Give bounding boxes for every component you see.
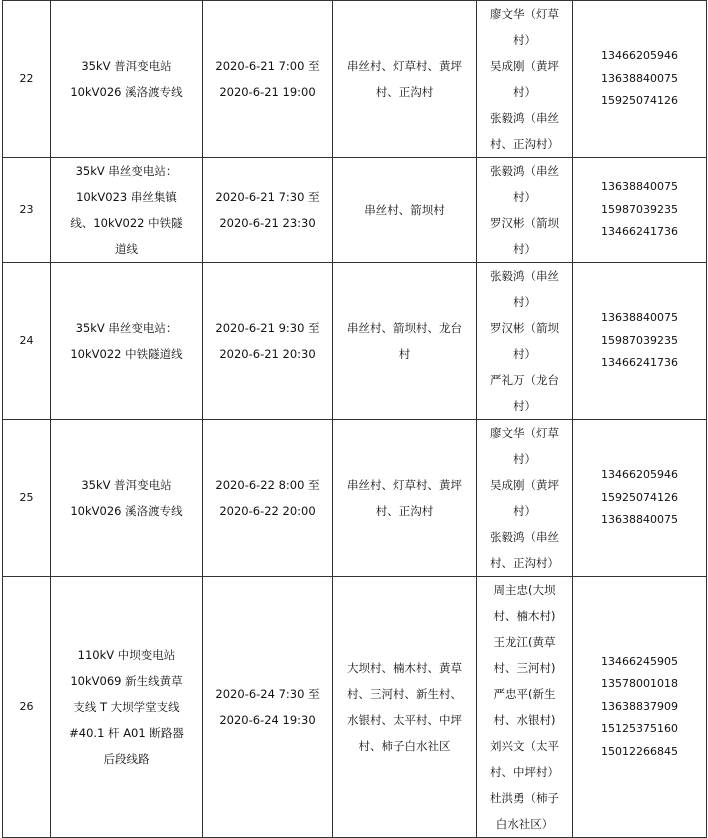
outage-schedule-table (2, 0, 707, 838)
table-row (3, 263, 707, 420)
contact-person-line: 村） (513, 85, 536, 99)
affected-area-line: 村、正沟村 (375, 85, 434, 99)
station-line-line: 支线 T 大坝学堂支线 (73, 700, 180, 714)
table-row (3, 158, 707, 263)
affected-area-line: 大坝村、楠木村、黄草 (347, 661, 462, 675)
phone-number-line: 13466205946 (601, 49, 678, 63)
outage-time-cell (203, 1, 333, 158)
contact-person-line: 村） (513, 504, 536, 518)
contact-person-line: 廖文华（灯草 (490, 7, 559, 21)
contact-person-line: 村、三河村) (493, 661, 556, 675)
contact-person-line: 村、楠木村) (493, 609, 556, 623)
contact-person-line: 村、正沟村） (490, 556, 559, 570)
phone-number-cell (573, 1, 707, 158)
contact-person-cell (477, 577, 573, 838)
station-line-line: 10kV022 中铁隧道线 (70, 347, 183, 361)
contact-person-cell (477, 263, 573, 420)
outage-time-line: 2020-6-24 7:30 至 (215, 687, 320, 701)
contact-person-line: 村、中坪村） (490, 765, 559, 779)
phone-number-cell (573, 158, 707, 263)
station-line-line: 线、10kV022 中铁隧 (70, 216, 183, 230)
affected-area-line: 水银村、太平村、中坪 (347, 713, 462, 727)
phone-number-cell (573, 577, 707, 838)
outage-time-line: 2020-6-21 20:30 (219, 347, 316, 361)
phone-number-line: 13466245905 (601, 654, 678, 668)
contact-person-cell (477, 420, 573, 577)
contact-person-line: 村、正沟村） (490, 137, 559, 151)
phone-number-line: 15925074126 (601, 94, 678, 108)
contact-person-line: 张毅鸿（串丝 (490, 269, 559, 283)
phone-number-line: 15125375160 (601, 722, 678, 736)
station-line-cell (51, 577, 203, 838)
outage-time-line: 2020-6-22 8:00 至 (215, 478, 320, 492)
station-line-cell (51, 1, 203, 158)
station-line-line: 10kV069 新生线黄草 (70, 674, 183, 688)
phone-number-line: 13578001018 (601, 677, 678, 691)
contact-person-cell (477, 1, 573, 158)
station-line-cell (51, 158, 203, 263)
contact-person-line: 张毅鸿（串丝 (490, 111, 559, 125)
phone-number-line: 13638840075 (601, 311, 678, 325)
station-line-line: 后段线路 (103, 752, 150, 766)
row-index-cell: 26 (3, 577, 51, 838)
contact-person-line: 刘兴文（太平 (490, 739, 559, 753)
row-index-cell: 22 (3, 1, 51, 158)
outage-time-line: 2020-6-22 20:00 (219, 504, 316, 518)
phone-number-line: 13638840075 (601, 180, 678, 194)
phone-number-line: 15987039235 (601, 333, 678, 347)
row-index-cell: 23 (3, 158, 51, 263)
contact-person-line: 村） (513, 452, 536, 466)
contact-person-line: 村） (513, 242, 536, 256)
outage-time-line: 2020-6-21 23:30 (219, 216, 316, 230)
contact-person-line: 村） (513, 190, 536, 204)
contact-person-cell (477, 158, 573, 263)
station-line-line: 道线 (115, 242, 138, 256)
phone-number-line: 13638840075 (601, 71, 678, 85)
outage-time-cell (203, 420, 333, 577)
phone-number-line: 15987039235 (601, 202, 678, 216)
outage-time-line: 2020-6-21 7:00 至 (215, 59, 320, 73)
station-line-line: 10kV026 溪洛渡专线 (70, 504, 183, 518)
contact-person-line: 张毅鸿（串丝 (490, 530, 559, 544)
phone-number-line: 13466205946 (601, 468, 678, 482)
contact-person-line: 村） (513, 347, 536, 361)
affected-area-cell (333, 263, 477, 420)
outage-time-line: 2020-6-24 19:30 (219, 713, 316, 727)
affected-area-line: 村 (398, 347, 411, 361)
outage-time-line: 2020-6-21 19:00 (219, 85, 316, 99)
affected-area-line: 村、柿子白水社区 (358, 739, 451, 753)
contact-person-line: 村） (513, 399, 536, 413)
affected-area-line: 串丝村、箭坝村 (364, 203, 445, 217)
phone-number-cell (573, 420, 707, 577)
contact-person-line: 村） (513, 295, 536, 309)
station-line-line: 10kV023 串丝集镇 (76, 190, 177, 204)
phone-number-line: 13466241736 (601, 356, 678, 370)
phone-number-line: 13638840075 (601, 513, 678, 527)
affected-area-cell (333, 1, 477, 158)
contact-person-line: 王龙江(黄草 (493, 635, 556, 649)
affected-area-line: 村、正沟村 (375, 504, 434, 518)
contact-person-line: 杜洪勇（柿子 (490, 791, 559, 805)
affected-area-line: 串丝村、灯草村、黄坪 (347, 478, 462, 492)
phone-number-line: 13638837909 (601, 699, 678, 713)
table-row (3, 420, 707, 577)
contact-person-line: 张毅鸿（串丝 (490, 164, 559, 178)
outage-time-cell (203, 577, 333, 838)
contact-person-line: 严礼万（龙台 (490, 373, 559, 387)
affected-area-cell (333, 577, 477, 838)
affected-area-cell (333, 420, 477, 577)
contact-person-line: 白水社区） (495, 817, 554, 831)
station-line-line: 35kV 串丝变电站： (75, 321, 178, 335)
table-body (3, 1, 707, 838)
station-line-line: 10kV026 溪洛渡专线 (70, 85, 183, 99)
contact-person-line: 吴成刚（黄坪 (490, 59, 559, 73)
phone-number-line: 15925074126 (601, 490, 678, 504)
phone-number-line: 13466241736 (601, 225, 678, 239)
affected-area-line: 村、三河村、新生村、 (347, 687, 462, 701)
affected-area-line: 串丝村、灯草村、黄坪 (347, 59, 462, 73)
table-row (3, 1, 707, 158)
outage-time-cell (203, 158, 333, 263)
outage-time-line: 2020-6-21 7:30 至 (215, 190, 320, 204)
station-line-cell (51, 263, 203, 420)
station-line-cell (51, 420, 203, 577)
contact-person-line: 吴成刚（黄坪 (490, 478, 559, 492)
affected-area-cell (333, 158, 477, 263)
contact-person-line: 罗汉彬（箭坝 (490, 321, 559, 335)
station-line-line: 35kV 普洱变电站 (81, 478, 172, 492)
phone-number-cell (573, 263, 707, 420)
contact-person-line: 罗汉彬（箭坝 (490, 216, 559, 230)
contact-person-line: 村、水银村) (493, 713, 556, 727)
station-line-line: 35kV 普洱变电站 (81, 59, 172, 73)
row-index-cell: 25 (3, 420, 51, 577)
phone-number-line: 15012266845 (601, 744, 678, 758)
outage-time-cell (203, 263, 333, 420)
contact-person-line: 廖文华（灯草 (490, 426, 559, 440)
table-row (3, 577, 707, 838)
station-line-line: 35kV 串丝变电站： (75, 164, 178, 178)
outage-time-line: 2020-6-21 9:30 至 (215, 321, 320, 335)
affected-area-line: 串丝村、箭坝村、龙台 (347, 321, 462, 335)
contact-person-line: 严忠平(新生 (493, 687, 556, 701)
contact-person-line: 周主忠(大坝 (493, 583, 556, 597)
station-line-line: #40.1 杆 A01 断路器 (69, 726, 184, 740)
station-line-line: 110kV 中坝变电站 (77, 648, 176, 662)
row-index-cell: 24 (3, 263, 51, 420)
contact-person-line: 村） (513, 33, 536, 47)
